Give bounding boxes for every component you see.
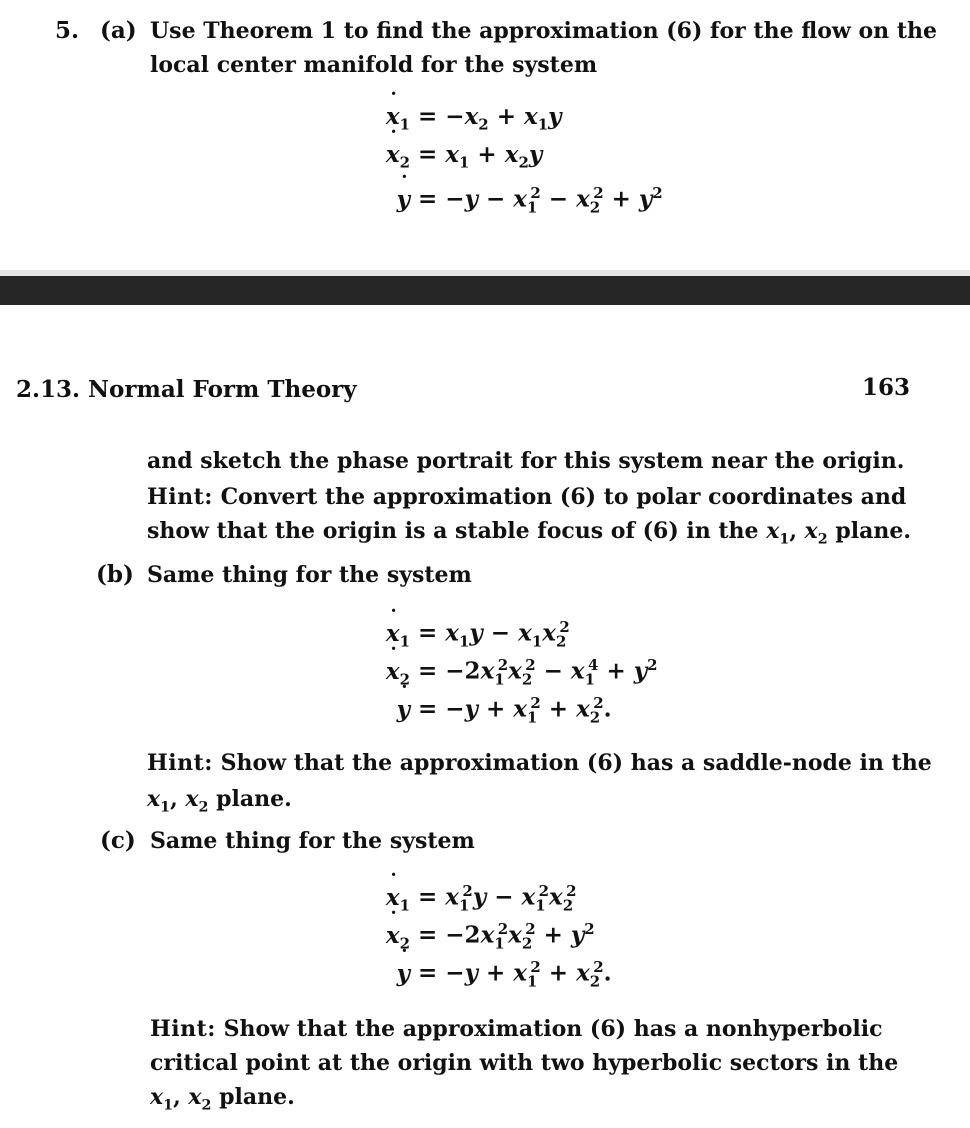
continuation-line-1: and sketch the phase portrait for this system near the origin.	[147, 448, 905, 474]
hint-a-line-1	[147, 480, 906, 514]
hint-c-word: Hint:	[150, 1016, 216, 1042]
equation-b-1: x $˙_1 = x_1y - x_1x_2^2$	[372, 610, 570, 658]
hint-c-text-3: plane.	[219, 1084, 295, 1110]
part-a-line-1: Use Theorem 1 to find the approximation (6) for the flow on the	[150, 18, 937, 44]
equation-a-2: x $˙_2 = x_1 + x_2y$	[372, 138, 542, 180]
hint-a-line-2: show that the origin is a stable focus of (6) in the $x_1$, $x_2$ plane.	[147, 518, 912, 548]
hint-b-text-1: Show that the approximation (6) has a saddle-node in the	[220, 750, 932, 776]
equation-a-1: x $˙_1 = -x_2 + x_1y$	[372, 100, 561, 142]
section-heading: 2.13. Normal Form Theory	[16, 376, 357, 403]
hint-c-text-1: Show that the approximation (6) has a nonhyperbolic	[223, 1016, 883, 1042]
hint-b-line-1	[147, 746, 932, 780]
part-a-label: (a)	[100, 17, 137, 44]
part-c-label: (c)	[100, 827, 136, 854]
page-break-band	[0, 276, 970, 305]
hint-c-line-3: $x_1$, $x_2$ plane.	[150, 1084, 295, 1114]
equation-c-1: x $˙_1 = x_1^2y - x_1^2x_2^2$	[372, 874, 577, 922]
hint-a-word: Hint:	[147, 484, 213, 510]
problem-number: 5.	[55, 17, 80, 44]
hint-a-text-2: show that the origin is a stable focus of (6) in the	[147, 518, 759, 544]
part-a-line-2: local center manifold for the system	[150, 52, 598, 78]
equation-a-3: y ˙ = $-y - x_1^2 - x_2^2 + y^2$	[372, 176, 663, 224]
hint-b-word: Hint:	[147, 750, 213, 776]
page-number: 163	[862, 374, 911, 401]
equation-b-2: x $˙_2 = -2x_1^2x_2^2 - x_1^4 + y^2$	[372, 648, 658, 696]
part-b-label: (b)	[96, 561, 134, 588]
hint-b-text-2: plane.	[216, 786, 292, 812]
part-c-text: Same thing for the system	[150, 828, 475, 854]
hint-c-line-1	[150, 1012, 883, 1046]
equation-c-2: x $˙_2 = -2x_1^2x_2^2 + y^2$	[372, 912, 595, 960]
equation-c-3: y ˙ = $-y + x_1^2 + x_2^2$.	[372, 950, 612, 998]
part-b-text: Same thing for the system	[147, 562, 472, 588]
hint-a-text-1: Convert the approximation (6) to polar coordinates and	[220, 484, 907, 510]
hint-c-line-2: critical point at the origin with two hyperbolic sectors in the	[150, 1050, 899, 1076]
hint-a-text-3: plane.	[835, 518, 912, 544]
equation-b-3: y ˙ = $-y + x_1^2 + x_2^2$.	[372, 686, 612, 734]
hint-b-line-2: $x_1$, $x_2$ plane.	[147, 786, 292, 816]
